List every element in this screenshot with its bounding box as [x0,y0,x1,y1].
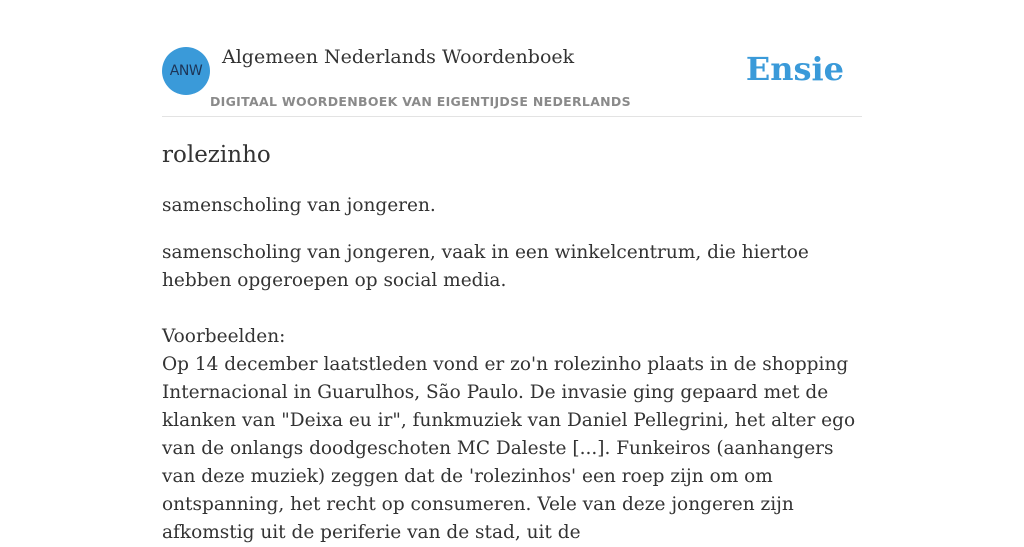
short-definition: samenscholing van jongeren. [162,195,436,216]
site-title[interactable]: Algemeen Nederlands Woordenboek [222,46,575,68]
anw-logo[interactable]: ANW [162,47,210,95]
long-definition: samenscholing van jongeren, vaak in een winkelcentrum, die hiertoe hebben opgeroepen op social media. [162,242,809,291]
site-header [162,0,862,117]
site-subtitle: DIGITAAL WOORDENBOEK VAN EIGENTIJDSE NEDERLANDS [210,94,631,109]
entry-word: rolezinho [162,142,271,168]
examples-label: Voorbeelden: [162,326,286,347]
example-text: Op 14 december laatstleden vond er zo'n rolezinho plaats in de shopping Internacional in Guarulhos, São Paulo. De invasie ging gepaard met de klanken van "Deixa eu ir", funkmuziek van Daniel Pellegrini, het alter ego van de onlangs doodgeschoten MC Daleste [...]. Funkeiros (aanhangers van deze muziek) zeggen dat de 'rolezinhos' een roep zijn om om ontspanning, het recht op consumeren. Vele van deze jongeren zijn afkomstig uit de periferie van de stad, uit de [162,354,856,543]
examples-section [162,323,862,547]
ensie-logo-link[interactable]: Ensie [745,50,844,88]
entry-content [162,116,862,547]
